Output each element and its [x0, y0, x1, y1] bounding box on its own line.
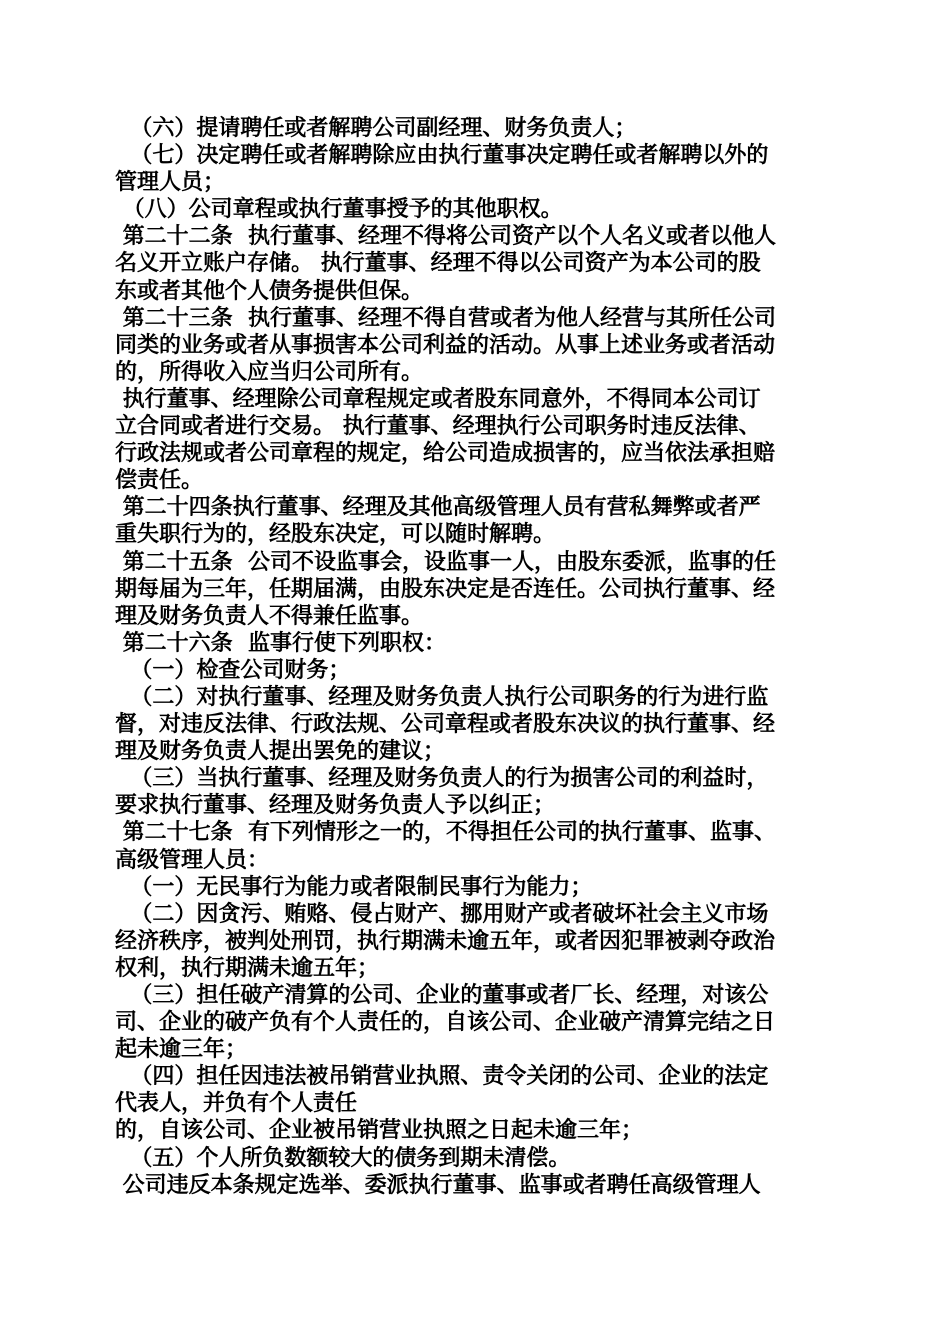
text-line: （五）个人所负数额较大的债务到期未清偿。 — [115, 1145, 571, 1171]
text-line: 第二十五条 公司不设监事会，设监事一人，由股东委派，监事的任 — [115, 549, 776, 575]
text-line: （七）决定聘任或者解聘除应由执行董事决定聘任或者解聘以外的 — [115, 143, 769, 169]
text-line: 同类的业务或者从事损害本公司利益的活动。从事上述业务或者活动 — [115, 332, 776, 358]
text-line: 执行董事、经理除公司章程规定或者股东同意外，不得同本公司订 — [115, 386, 761, 412]
text-line: 司、企业的破产负有个人责任的，自该公司、企业破产清算完结之日 — [115, 1010, 776, 1036]
text-line: （二）对执行董事、经理及财务负责人执行公司职务的行为进行监 — [115, 684, 769, 710]
text-line: 理及财务负责人提出罢免的建议； — [115, 739, 446, 765]
text-line: （一）检查公司财务； — [115, 657, 351, 683]
text-line: 理及财务负责人不得兼任监事。 — [115, 603, 424, 629]
text-line: 期每届为三年，任期届满，由股东决定是否连任。公司执行董事、经 — [115, 576, 776, 602]
text-line: 高级管理人员： — [115, 847, 270, 873]
text-line: 重失职行为的，经股东决定，可以随时解聘。 — [115, 522, 556, 548]
text-line: （三）担任破产清算的公司、企业的董事或者厂长、经理，对该公 — [115, 983, 769, 1008]
text-line: （一）无民事行为能力或者限制民事行为能力； — [115, 874, 593, 900]
text-line: 第二十二条 执行董事、经理不得将公司资产以个人名义或者以他人 — [115, 224, 776, 250]
text-line: 的，自该公司、企业被吊销营业执照之日起未逾三年； — [115, 1118, 644, 1144]
text-line: 第二十三条 执行董事、经理不得自营或者为他人经营与其所任公司 — [115, 305, 776, 331]
text-line: 第二十七条 有下列情形之一的，不得担任公司的执行董事、监事、 — [115, 820, 776, 846]
text-line: （六）提请聘任或者解聘公司副经理、财务负责人； — [115, 116, 637, 141]
text-line: 管理人员； — [115, 170, 226, 196]
text-line: 起未逾三年； — [115, 1037, 248, 1063]
text-line: 的，所得收入应当归公司所有。 — [115, 359, 424, 385]
text-line: 立合同或者进行交易。 执行董事、经理执行公司职务时违反法律、 — [115, 414, 761, 440]
text-line: 偿责任。 — [115, 468, 204, 494]
text-line: 东或者其他个人债务提供但保。 — [115, 278, 424, 304]
text-line: 督，对违反法律、行政法规、公司章程或者股东决议的执行董事、经 — [115, 712, 776, 738]
text-line: 经济秩序，被判处刑罚，执行期满未逾五年，或者因犯罪被剥夺政治 — [115, 928, 776, 954]
text-line: （三）当执行董事、经理及财务负责人的行为损害公司的利益时， — [115, 766, 769, 792]
text-line: 行政法规或者公司章程的规定，给公司造成损害的，应当依法承担赔 — [115, 441, 776, 467]
text-line: 代表人，并负有个人责任 — [115, 1091, 358, 1117]
text-line: 名义开立账户存储。 执行董事、经理不得以公司资产为本公司的股 — [115, 251, 761, 277]
text-line: 要求执行董事、经理及财务负责人予以纠正； — [115, 793, 556, 819]
document-body — [115, 115, 845, 1199]
text-line: （四）担任因违法被吊销营业执照、责令关闭的公司、企业的法定 — [115, 1064, 769, 1090]
text-line: 权利，执行期满未逾五年； — [115, 955, 380, 981]
text-line: （二）因贪污、贿赂、侵占财产、挪用财产或者破坏社会主义市场 — [115, 901, 769, 927]
text-line: 第二十六条 监事行使下列职权： — [115, 630, 446, 656]
text-line: 第二十四条执行董事、经理及其他高级管理人员有营私舞弊或者严 — [115, 495, 761, 521]
text-line: 公司违反本条规定选举、委派执行董事、监事或者聘任高级管理人 — [115, 1172, 761, 1198]
text-line: （八）公司章程或执行董事授予的其他职权。 — [115, 197, 563, 223]
